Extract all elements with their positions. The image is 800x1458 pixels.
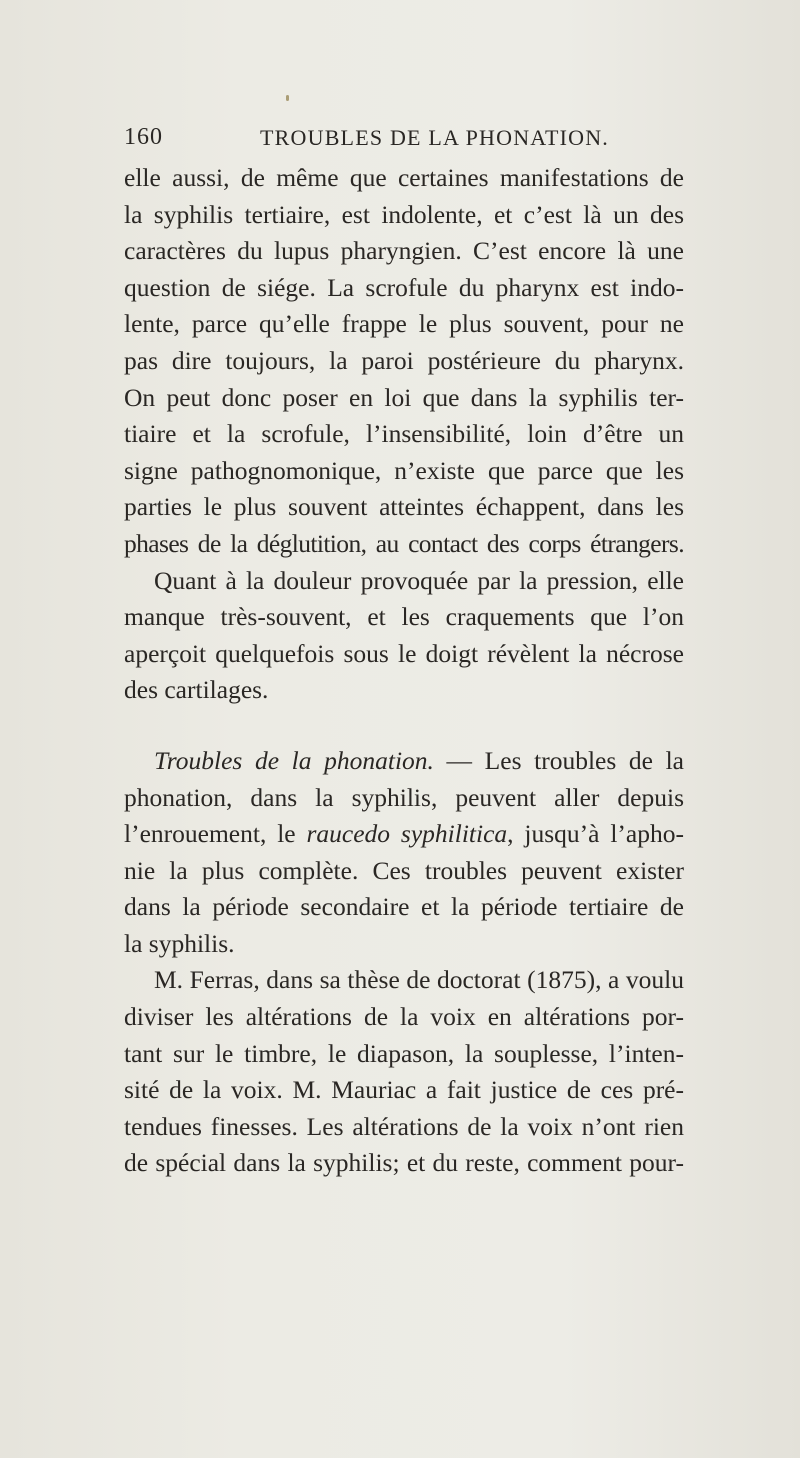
text-line: diviser les altérations de la voix en altérations por- bbox=[124, 1002, 684, 1032]
text-fragment: l’enrouement, le bbox=[124, 819, 307, 849]
text-line: aperçoit quelquefois sous le doigt révèlent la nécrose bbox=[124, 638, 684, 668]
page-number: 160 bbox=[124, 124, 163, 150]
text-line: parties le plus souvent atteintes échappent, dans les bbox=[124, 492, 684, 522]
text-line: de spécial dans la syphilis; et du reste, comment pour- bbox=[124, 1148, 684, 1178]
section-first-line bbox=[124, 743, 684, 780]
text-line: pas dire toujours, la paroi postérieure du pharynx. bbox=[124, 345, 684, 375]
section-heading: Troubles de la phonation. bbox=[154, 745, 434, 775]
text-line: M. Ferras, dans sa thèse de doctorat (1875), a voulu bbox=[154, 965, 684, 995]
text-line: On peut donc poser en loi que dans la syphilis ter- bbox=[124, 382, 684, 412]
body-text bbox=[124, 160, 684, 1182]
text-line: Quant à la douleur provoquée par la pression, elle bbox=[154, 565, 684, 595]
text-line: caractères du lupus pharyngien. C’est encore là une bbox=[124, 236, 684, 266]
text-line: la syphilis tertiaire, est indolente, et c’est là un des bbox=[124, 199, 684, 229]
text-line: lente, parce qu’elle frappe le plus souvent, pour ne bbox=[124, 309, 684, 339]
text-line: question de siége. La scrofule du pharynx est indo- bbox=[124, 272, 684, 302]
text-line: tiaire et la scrofule, l’insensibilité, loin d’être un bbox=[124, 419, 684, 449]
text-line bbox=[124, 816, 684, 853]
text-line: manque très-souvent, et les craquements que l’on bbox=[124, 602, 684, 632]
latin-term: raucedo syphilitica bbox=[306, 819, 508, 849]
page-header bbox=[124, 124, 684, 154]
text-line: phases de la déglutition, au contact des corps étrangers. bbox=[124, 528, 684, 558]
text-line: tendues finesses. Les altérations de la voix n’ont rien bbox=[124, 1111, 684, 1141]
text-line: elle aussi, de même que certaines manifestations de bbox=[124, 163, 684, 192]
text-line: nie la plus complète. Ces troubles peuvent exister bbox=[124, 855, 684, 885]
ink-speck bbox=[286, 95, 289, 101]
text-fragment: , jusqu’à l’apho- bbox=[507, 819, 684, 849]
text-line: signe pathognomonique, n’existe que parce que les bbox=[124, 455, 684, 485]
text-line: des cartilages. bbox=[124, 675, 269, 705]
text-line: phonation, dans la syphilis, peuvent aller depuis bbox=[124, 782, 684, 812]
section-line-rest: — Les troubles de la bbox=[433, 745, 684, 775]
text-line: tant sur le timbre, le diapason, la souplesse, l’inten- bbox=[124, 1038, 684, 1068]
text-line: sité de la voix. M. Mauriac a fait justice de ces pré- bbox=[124, 1075, 684, 1105]
text-line: la syphilis. bbox=[124, 928, 235, 958]
text-line: dans la période secondaire et la période tertiaire de bbox=[124, 892, 684, 922]
running-title: TROUBLES DE LA PHONATION. bbox=[260, 125, 609, 150]
paragraph-gap bbox=[124, 709, 684, 743]
